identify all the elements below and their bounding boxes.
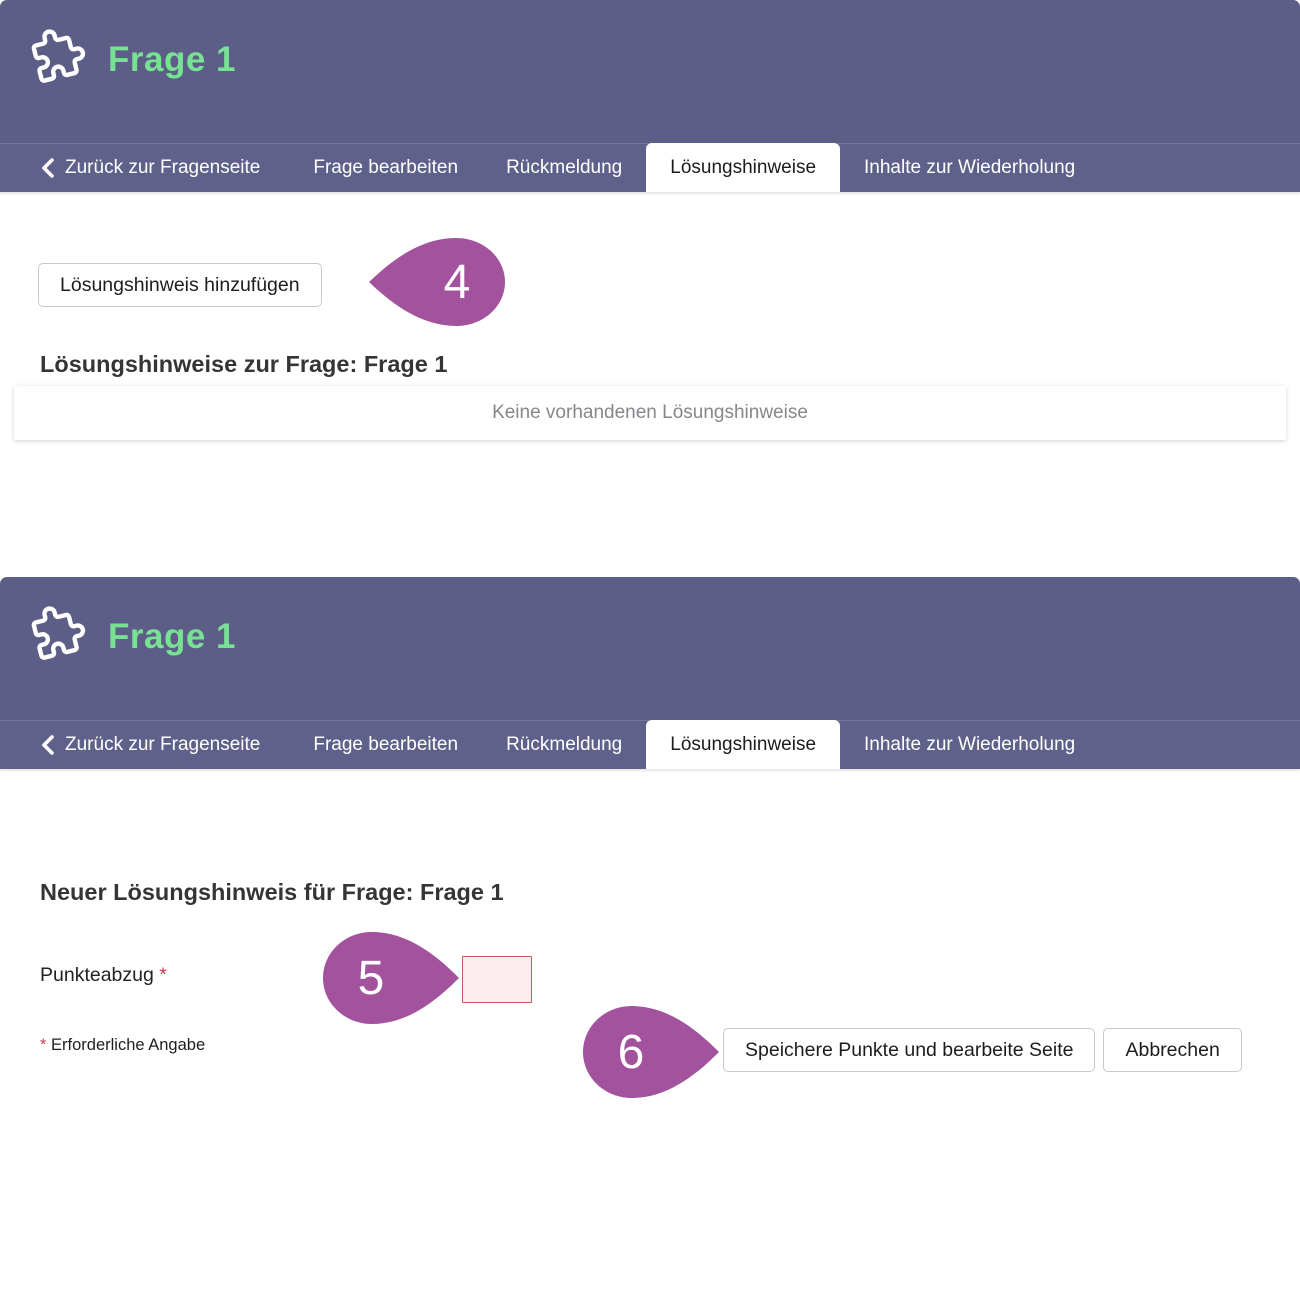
tab-feedback[interactable]: Rückmeldung: [506, 734, 623, 755]
required-note-text: Erforderliche Angabe: [51, 1036, 206, 1054]
required-asterisk: *: [159, 964, 167, 986]
hints-section-title: Lösungshinweise zur Frage: Frage 1: [40, 351, 448, 377]
page-title: Frage 1: [108, 40, 236, 79]
annotation-number: 6: [617, 1025, 645, 1079]
points-deduction-label: [40, 964, 167, 987]
annotation-marker-4: [368, 238, 505, 326]
annotation-marker-5: [323, 932, 460, 1024]
tab-review-content[interactable]: Inhalte zur Wiederholung: [864, 734, 1076, 755]
tab-back-label: Zurück zur Fragenseite: [65, 157, 261, 178]
tab-solution-hints[interactable]: Lösungshinweise: [646, 720, 840, 769]
puzzle-icon: [21, 15, 96, 90]
puzzle-icon: [21, 592, 96, 667]
required-asterisk: *: [40, 1036, 47, 1054]
tab-edit-question[interactable]: Frage bearbeiten: [313, 734, 459, 755]
annotation-number: 4: [443, 255, 471, 309]
tab-back-to-question-page[interactable]: [33, 720, 267, 769]
question-header: [0, 577, 1300, 720]
tab-feedback[interactable]: Rückmeldung: [506, 157, 623, 178]
tab-back-to-question-page[interactable]: [33, 143, 267, 192]
tab-back-label: Zurück zur Fragenseite: [65, 734, 261, 755]
form-action-buttons: [723, 1028, 1242, 1072]
cancel-button[interactable]: Abbrechen: [1103, 1028, 1241, 1072]
tab-solution-hints[interactable]: Lösungshinweise: [646, 143, 840, 192]
points-deduction-label-text: Punkteabzug: [40, 964, 154, 986]
required-field-note: [40, 1036, 205, 1055]
question-header: [0, 0, 1300, 143]
tab-bar: [0, 720, 1300, 769]
points-deduction-input[interactable]: [462, 956, 532, 1003]
empty-hints-row: Keine vorhandenen Lösungshinweise: [14, 386, 1286, 440]
annotation-marker-6: [583, 1006, 720, 1098]
new-hint-section-title: Neuer Lösungshinweis für Frage: Frage 1: [40, 879, 504, 905]
add-hint-button[interactable]: Lösungshinweis hinzufügen: [38, 263, 322, 307]
save-points-button[interactable]: Speichere Punkte und bearbeite Seite: [723, 1028, 1095, 1072]
chevron-left-icon: [40, 734, 55, 756]
tab-edit-question[interactable]: Frage bearbeiten: [313, 157, 459, 178]
page-title: Frage 1: [108, 617, 236, 656]
chevron-left-icon: [40, 157, 55, 179]
tab-review-content[interactable]: Inhalte zur Wiederholung: [864, 157, 1076, 178]
tab-bar: [0, 143, 1300, 192]
annotation-number: 5: [357, 951, 385, 1005]
